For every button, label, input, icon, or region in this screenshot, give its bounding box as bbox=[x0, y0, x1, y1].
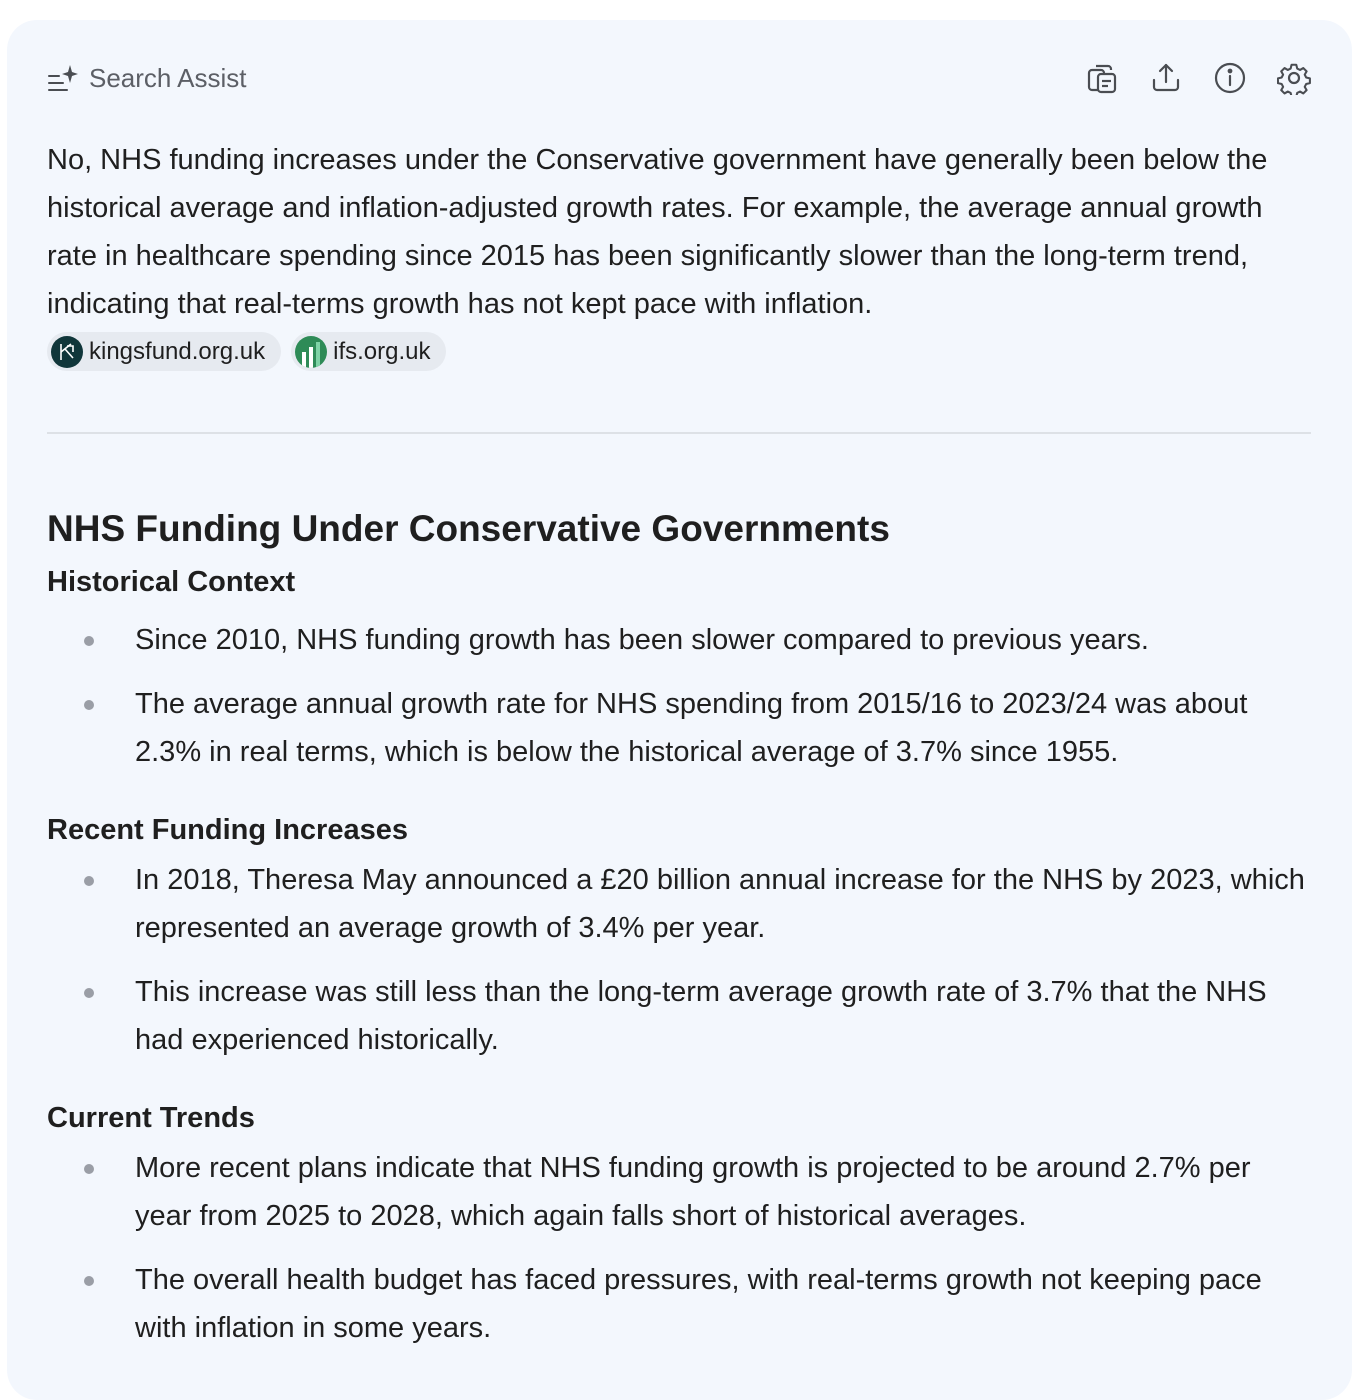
share-icon bbox=[1149, 61, 1183, 95]
summary-text: No, NHS funding increases under the Conservative government have generally been below the historical average and inflation-adjusted growth rates. For example, the average annual growth rate in healthcare spending since 2015 has been significantly slower than the long-term trend, indicating that real-terms growth has not kept pace with inflation. bbox=[47, 144, 1268, 320]
sparkle-list-icon bbox=[47, 62, 79, 94]
info-button[interactable] bbox=[1213, 61, 1247, 95]
section-current-trends bbox=[47, 1098, 1311, 1352]
brand-title: Search Assist bbox=[89, 62, 247, 93]
article-title: NHS Funding Under Conservative Governments bbox=[47, 508, 890, 549]
list-item: In 2018, Theresa May announced a £20 billion annual increase for the NHS by 2023, which represented an average growth of 3.4% per year. bbox=[47, 856, 1311, 952]
info-icon bbox=[1213, 61, 1247, 95]
share-button[interactable] bbox=[1149, 61, 1183, 95]
kingsfund-logo-icon bbox=[51, 336, 83, 368]
source-chip-kingsfund[interactable] bbox=[47, 332, 281, 371]
settings-button[interactable] bbox=[1277, 61, 1311, 95]
source-chip-label: ifs.org.uk bbox=[333, 337, 431, 365]
source-chip-label: kingsfund.org.uk bbox=[89, 337, 266, 365]
bullet-list bbox=[47, 1144, 1311, 1352]
section-recent-funding-increases bbox=[47, 810, 1311, 1064]
section-heading: Recent Funding Increases bbox=[47, 814, 408, 846]
list-item: Since 2010, NHS funding growth has been slower compared to previous years. bbox=[47, 616, 1311, 664]
bullet-list bbox=[47, 616, 1311, 776]
header-actions bbox=[1085, 61, 1311, 95]
search-assist-card bbox=[7, 20, 1352, 1400]
header bbox=[47, 58, 1311, 98]
ifs-logo-icon bbox=[295, 336, 327, 368]
list-item: This increase was still less than the long-term average growth rate of 3.7% that the NHS had experienced historically. bbox=[47, 968, 1311, 1064]
divider bbox=[47, 432, 1311, 434]
copy-icon bbox=[1085, 61, 1119, 95]
bullet-list bbox=[47, 856, 1311, 1064]
list-item: The overall health budget has faced pressures, with real-terms growth not keeping pace with inflation in some years. bbox=[47, 1256, 1311, 1352]
article bbox=[47, 504, 1311, 1352]
section-historical-context bbox=[47, 562, 1311, 776]
list-item: More recent plans indicate that NHS funding growth is projected to be around 2.7% per year from 2025 to 2028, which again falls short of historical averages. bbox=[47, 1144, 1311, 1240]
settings-gear-icon bbox=[1277, 61, 1311, 95]
source-chips bbox=[47, 332, 446, 371]
copy-button[interactable] bbox=[1085, 61, 1119, 95]
list-item: The average annual growth rate for NHS spending from 2015/16 to 2023/24 was about 2.3% in real terms, which is below the historical average of 3.7% since 1955. bbox=[47, 680, 1311, 776]
section-heading: Current Trends bbox=[47, 1102, 255, 1134]
brand bbox=[47, 62, 247, 94]
section-heading: Historical Context bbox=[47, 566, 296, 598]
source-chip-ifs[interactable] bbox=[291, 332, 446, 371]
